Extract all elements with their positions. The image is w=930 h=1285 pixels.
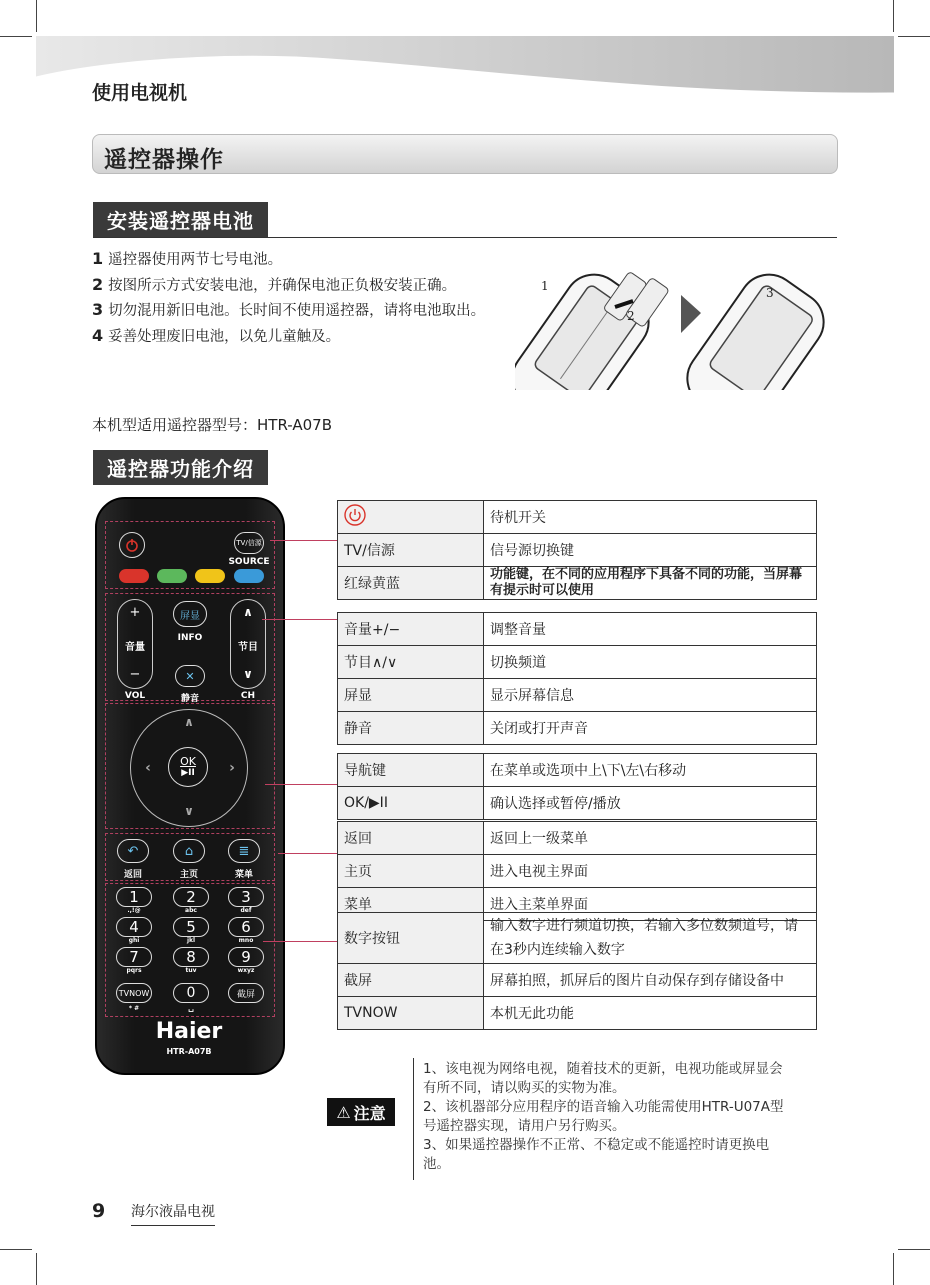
mute-icon: ✕ — [185, 669, 195, 683]
digit-4-letters: ghi — [128, 937, 140, 944]
table-row: 数字按钮 输入数字进行频道切换，若输入多位数频道号，请在3秒内连续输入数字 — [338, 913, 817, 964]
table-row: 截屏 屏幕拍照，抓屏后的图片自动保存到存储设备中 — [338, 964, 817, 997]
nav-up-icon: ∧ — [184, 715, 194, 729]
table-row: 返回 返回上一级菜单 — [338, 822, 817, 855]
function-table-4 — [337, 821, 817, 921]
step-1: 1 遥控器使用两节七号电池。 — [92, 249, 283, 268]
remote-model: HTR-A07B — [166, 1047, 212, 1056]
mute-button[interactable] — [175, 665, 205, 687]
remote-control — [95, 497, 285, 1075]
connector-4 — [278, 853, 337, 854]
tvnow-button[interactable]: TVNOW — [116, 983, 152, 1003]
digit-9-letters: wxyz — [237, 967, 255, 974]
digit-7-letters: pqrs — [126, 967, 142, 974]
menu-label: 菜单 — [234, 870, 253, 880]
digit-8-letters: tuv — [185, 967, 197, 974]
space-icon: ␣ — [188, 1003, 194, 1012]
ok-label: OK — [180, 755, 196, 768]
nav-right-icon: › — [229, 760, 235, 776]
ch-down-icon: ∨ — [243, 667, 253, 681]
nav-left-icon: ‹ — [145, 760, 151, 776]
brand-logo: Haier — [155, 1019, 223, 1044]
yellow-button[interactable] — [195, 569, 225, 583]
functions-heading: 遥控器功能介绍 — [93, 450, 268, 485]
chapter-title: 使用电视机 — [92, 82, 188, 104]
function-table-1 — [337, 500, 817, 600]
table-row: 导航键 在菜单或选项中上\下\左\右移动 — [338, 754, 817, 787]
info-button[interactable]: 屏显 — [173, 601, 207, 627]
vol-label: 音量 — [125, 642, 145, 653]
digit-1-button[interactable]: 1 — [116, 887, 152, 907]
back-label: 返回 — [123, 870, 142, 880]
source-label: SOURCE — [228, 557, 270, 567]
digit-2-letters: abc — [185, 907, 197, 914]
table-row: 主页 进入电视主界面 — [338, 855, 817, 888]
connector-5 — [263, 941, 337, 942]
digit-6-letters: mno — [238, 937, 254, 944]
step-2: 2 按图所示方式安装电池，并确保电池正负极安装正确。 — [92, 274, 457, 294]
back-button[interactable] — [117, 839, 149, 863]
red-button[interactable] — [119, 569, 149, 583]
caution-note-3: 3、如果遥控器操作不正常、不稳定或不能遥控时请更换电池。 — [423, 1137, 770, 1172]
vol-en: VOL — [124, 691, 146, 701]
warning-icon: ⚠ — [336, 1102, 351, 1122]
function-table-2 — [337, 612, 817, 745]
vol-minus: − — [129, 667, 141, 682]
caution-notes — [423, 1060, 793, 1174]
footer-brand: 海尔液晶电视 — [131, 1201, 215, 1226]
home-icon: ⌂ — [184, 843, 194, 859]
star-hash-label: * # — [128, 1005, 140, 1012]
digit-1-letters: .,!@ — [127, 907, 141, 914]
table-row: TVNOW 本机无此功能 — [338, 997, 817, 1030]
connector-2 — [262, 619, 337, 620]
table-row: 菜单 进入主菜单界面 — [338, 888, 817, 921]
table-row: 静音 关闭或打开声音 — [338, 712, 817, 745]
table-row: 红绿黄蓝 功能键，在不同的应用程序下具备不同的功能，当屏幕有提示时可以使用 — [338, 567, 817, 600]
connector-1 — [270, 540, 337, 541]
table-row: 待机开关 — [338, 501, 817, 534]
section-title: 遥控器操作 — [104, 147, 224, 173]
caution-divider — [413, 1058, 414, 1180]
green-button[interactable] — [157, 569, 187, 583]
digit-5-letters: jkl — [186, 937, 196, 944]
home-label: 主页 — [179, 870, 198, 880]
digit-2-button[interactable]: 2 — [173, 887, 209, 907]
model-line: 本机型适用遥控器型号：HTR-A07B — [92, 416, 332, 434]
menu-button[interactable] — [228, 839, 260, 863]
table-row: OK/▶II 确认选择或暂停/播放 — [338, 787, 817, 820]
digit-0-button[interactable]: 0 — [173, 983, 209, 1003]
digit-7-button[interactable]: 7 — [116, 947, 152, 967]
digit-4-button[interactable]: 4 — [116, 917, 152, 937]
digit-6-button[interactable]: 6 — [228, 917, 264, 937]
play-pause-icon: ▶II — [181, 768, 195, 778]
blue-button[interactable] — [234, 569, 264, 583]
digit-3-letters: def — [240, 907, 252, 914]
caution-note-2: 2、该机器部分应用程序的语音输入功能需使用HTR-U07A型号遥控器实现，请用户另行购买。 — [423, 1099, 784, 1134]
back-icon: ↶ — [127, 843, 139, 859]
info-en: INFO — [177, 633, 203, 643]
table-row: 节目∧/∨ 切换频道 — [338, 646, 817, 679]
caution-note-1: 1、该电视为网络电视，随着技术的更新，电视功能或屏显会有所不同，请以购买的实物为准。 — [423, 1061, 783, 1096]
svg-text:1: 1 — [541, 279, 549, 293]
function-table-3 — [337, 753, 817, 820]
step-3: 3 切勿混用新旧电池。长时间不使用遥控器，请将电池取出。 — [92, 300, 486, 319]
function-table-5 — [337, 912, 817, 1030]
digit-5-button[interactable]: 5 — [173, 917, 209, 937]
svg-text:3: 3 — [766, 286, 774, 300]
screenshot-button[interactable]: 截屏 — [228, 983, 264, 1003]
svg-text:2: 2 — [627, 309, 635, 323]
battery-steps — [92, 247, 512, 349]
tv-source-button[interactable]: TV/信源 — [234, 532, 264, 554]
power-icon — [125, 538, 139, 552]
mute-label: 静音 — [180, 694, 199, 704]
caution-badge — [327, 1098, 395, 1126]
ch-up-icon: ∧ — [243, 605, 253, 619]
table-row: 音量+/− 调整音量 — [338, 613, 817, 646]
connector-3 — [265, 784, 337, 785]
nav-down-icon: ∨ — [184, 804, 194, 818]
page-number: 9 — [92, 1200, 106, 1222]
battery-install-figure — [515, 265, 845, 390]
table-row: 屏显 显示屏幕信息 — [338, 679, 817, 712]
table-row: TV/信源 信号源切换键 — [338, 534, 817, 567]
power-button[interactable] — [119, 532, 145, 558]
step-4: 4 妥善处理废旧电池，以免儿童触及。 — [92, 325, 341, 345]
heading-rule — [93, 237, 837, 238]
home-button[interactable] — [173, 839, 205, 863]
battery-heading: 安装遥控器电池 — [93, 202, 268, 237]
vol-plus: + — [129, 605, 141, 620]
digit-3-button[interactable]: 3 — [228, 887, 264, 907]
ch-label: 节目 — [238, 642, 258, 653]
caution-label: 注意 — [353, 1103, 386, 1123]
digit-8-button[interactable]: 8 — [173, 947, 209, 967]
ch-en: CH — [240, 691, 256, 701]
menu-icon: ≣ — [238, 843, 250, 859]
power-icon — [344, 504, 366, 526]
digit-9-button[interactable]: 9 — [228, 947, 264, 967]
